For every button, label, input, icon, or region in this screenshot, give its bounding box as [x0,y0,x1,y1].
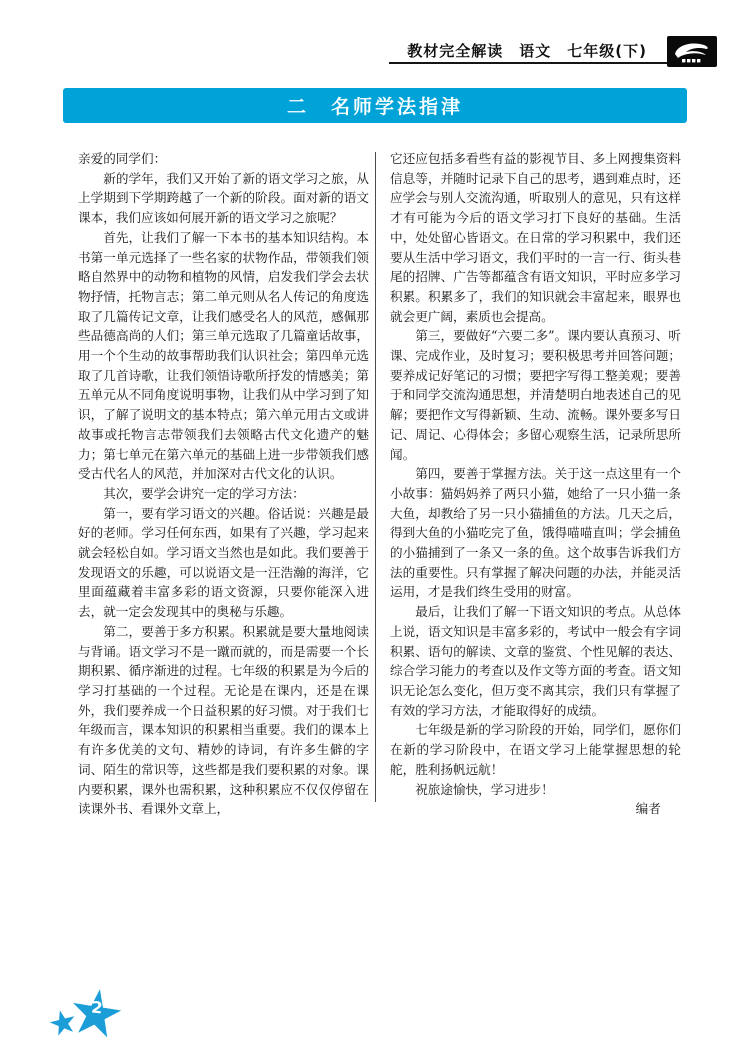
column-divider [375,152,376,802]
left-column [78,149,369,819]
paragraph: 第一，要有学习语文的兴趣。俗话说：兴趣是最好的老师。学习任何东西，如果有了兴趣，学习起来就会轻松自如。学习语文当然也是如此。我们要善于发现语文的乐趣，可以说语文是一汪浩瀚的海洋，它里面蕴藏着丰富多彩的语文资源，只要你能深入进去，就一定会发现其中的奥秘与乐趣。 [78,505,369,620]
publisher-logo-icon [667,36,717,67]
paragraph: 它还应包括多看些有益的影视节目、多上网搜集资料信息等，并随时记录下自己的思考，遇到难点时，还应学会与别人交流沟通，听取别人的意见，只有这样才有可能为今后的语文学习打下良好的基础。生活中，处处留心皆语文。在日常的学习积累中，我们还要从生活中学习语文，我们平时的一言一行、街头巷尾的招牌、广告等都蕴含有语文知识，平时应多学习积累。积累多了，我们的知识就会丰富起来，眼界也就会更广阔，素质也会提高。 [390,151,681,324]
section-banner [63,88,687,123]
right-column [390,149,681,819]
page-number: 2 [90,997,104,1018]
paragraph: 亲爱的同学们： [78,151,167,166]
section-title: 二 名师学法指津 [286,96,463,118]
paragraph: 其次，要学会讲究一定的学习方法： [103,485,305,501]
paragraph: 首先，让我们了解一下本书的基本知识结构。本书第一单元选择了一些名家的状物作品，带领我们领略自然界中的动物和植物的风情，启发我们学会去状物抒情，托物言志；第二单元则从名人传记的角度选取了几篇传记文章，让我们感受名人的风范，感佩那些品德高尚的人们；第三单元选取了几篇童话故事，用一个个生动的故事帮助我们认识社会；第四单元选取了几首诗歌，让我们领悟诗歌所抒发的情感美；第五单元从不同角度说明事物，让我们从中学习到了知识，了解了说明文的基本特点；第六单元用古文或讲故事或托物言志带领我们去领略古代文化遗产的魅力；第七单元在第六单元的基础上进一步带领我们感受古代名人的风范，并加深对古代文化的认识。 [78,229,369,482]
paragraph: 最后，让我们了解一下语文知识的考点。从总体上说，语文知识是丰富多彩的，考试中一般会有字词积累、语句的解读、文章的鉴赏、个性见解的表达、综合学习能力的考查以及作文等方面的考查。语文知识无论怎么变化，但万变不离其宗，我们只有掌握了有效的学习方法，才能取得好的成绩。 [390,604,681,718]
header-title: 教材完全解读 语文 七年级(下) [407,42,647,60]
paragraph: 第三，要做好“六要二多”。课内要认真预习、听课、完成作业，及时复习；要积极思考并回答问题；要养成记好笔记的习惯；要把字写得工整美观；要善于和同学交流沟通思想，并清楚明白地表述自己的见解；要把作文写得新颖、生动、流畅。课外要多写日记、周记、心得体会；多留心观察生活，记录所思所闻。 [390,328,681,462]
paragraph: 第四，要善于掌握方法。关于这一点这里有一个小故事：猫妈妈养了两只小猫，她给了一只小猫一条大鱼，却教给了另一只小猫捕鱼的方法。几天之后，得到大鱼的小猫吃完了鱼，饿得喵喵直叫；学会捕鱼的小猫捕到了一条又一条的鱼。这个故事告诉我们方法的重要性。只有掌握了解决问题的办法，并能灵活运用，才是我们终生受用的财富。 [390,466,681,600]
paragraph: 第二，要善于多方积累。积累就是要大量地阅读与背诵。语文学习不是一蹴而就的，而是需要一个长期积累、循序渐进的过程。七年级的积累是为今后的学习打基础的一个过程。无论是在课内，还是在课外，我们要养成一个日益积累的好习惯。对于我们七年级而言，课本知识的积累相当重要。我们的课本上有许多优美的文句、精妙的诗词，有许多生僻的字词、陌生的常识等，这些都是我们要积累的对象。课内要积累，课外也需积累，这种积累应不仅仅停留在读课外书、看课外文章上， [78,623,369,817]
paragraph: 新的学年，我们又开始了新的语文学习之旅，从上学期到下学期跨越了一个新的阶段。面对新的语文课本，我们应该如何展开新的语文学习之旅呢？ [78,170,369,226]
paragraph: 祝旅途愉快，学习进步！ [415,781,554,797]
publisher-logo-glyph [670,39,714,65]
paragraph: 编者 [635,801,661,817]
paragraph: 七年级是新的学习阶段的开始，同学们，愿你们在新的学习阶段中，在语文学习上能掌握思想的轮舵，胜利扬帆远航！ [390,722,681,777]
